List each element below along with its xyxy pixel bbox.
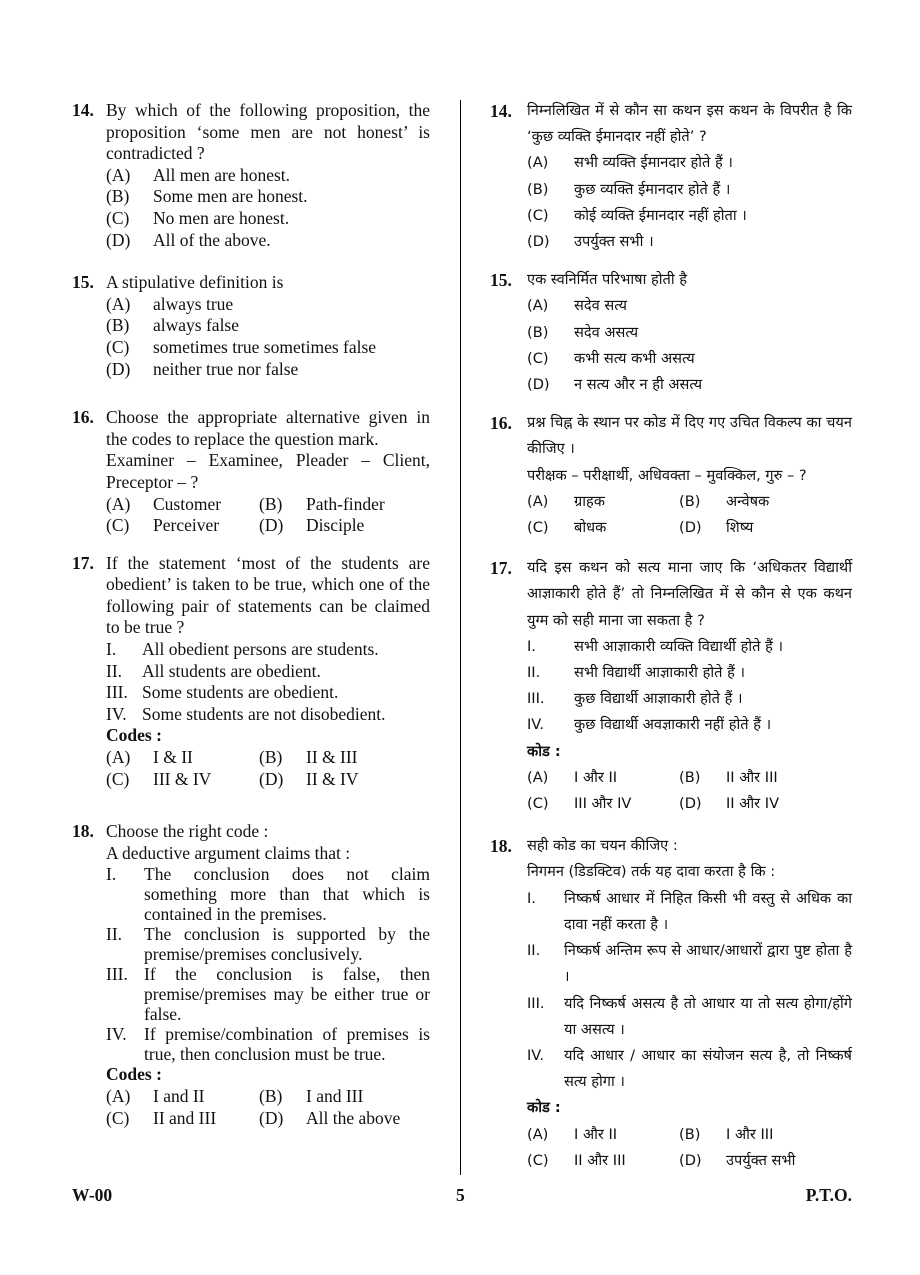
- question-16-hi: [490, 410, 852, 541]
- question-number: 15.: [490, 270, 512, 291]
- question-stem: प्रश्न चिह्न के स्थान पर कोड में दिए गए उचित विकल्प का चयन कीजिए ।: [527, 414, 852, 458]
- statement-ii: II. All students are obedient.: [106, 660, 321, 681]
- statement-iv: IV. Some students are not disobedient.: [106, 703, 386, 724]
- question-number: 15.: [72, 272, 94, 293]
- option-c: (C) Perceiver: [106, 515, 220, 536]
- english-column: [72, 98, 430, 1129]
- statement-iii: III. कुछ विद्यार्थी आज्ञाकारी होते हैं ।: [527, 690, 743, 708]
- option-c: (C) बोधक: [527, 519, 607, 537]
- statement-i: I. All obedient persons are students.: [106, 639, 379, 660]
- option-a: (A) All men are honest.: [106, 164, 291, 185]
- option-c: (C) कभी सत्य कभी असत्य: [527, 349, 695, 367]
- codes-label: Codes :: [106, 1064, 162, 1085]
- option-a: (A) always true: [106, 293, 234, 314]
- question-16-en: [72, 407, 430, 537]
- question-stem: Choose the right code :: [106, 821, 269, 842]
- option-d: (D) All the above: [259, 1107, 401, 1128]
- codes-label: कोड :: [527, 1099, 561, 1117]
- footer-code: W-00: [72, 1185, 113, 1205]
- option-b: (B) Path-finder: [259, 493, 385, 514]
- statement-i: I. निष्कर्ष आधार में निहित किसी भी वस्तु से अधिक का दावा नहीं करता है ।: [527, 889, 852, 933]
- statement-ii: II. निष्कर्ष अन्तिम रूप से आधार/आधारों द्वारा पुष्ट होता है ।: [527, 942, 852, 986]
- option-d: (D) II और IV: [679, 795, 780, 813]
- page-number: 5: [456, 1185, 465, 1205]
- question-number: 17.: [72, 552, 94, 573]
- codes-label: कोड :: [527, 742, 561, 760]
- option-b: (B) अन्वेषक: [679, 492, 770, 510]
- question-stem: निम्नलिखित में से कौन सा कथन इस कथन के विपरीत है कि ‘कुछ व्यक्ति ईमानदार नहीं होते’ ?: [527, 102, 852, 146]
- option-d: (D) II & IV: [259, 768, 359, 789]
- option-b: (B) always false: [106, 315, 240, 336]
- question-stem: If the statement ‘most of the students are obedient’ is taken to be true, which one of the following pair of statements can be claimed to be true ?: [106, 552, 430, 638]
- question-17-hi: [490, 555, 852, 817]
- question-number: 16.: [490, 413, 512, 434]
- question-stem: एक स्वनिर्मित परिभाषा होती है: [527, 271, 687, 289]
- question-number: 18.: [490, 836, 512, 857]
- statement-ii: II. सभी विद्यार्थी आज्ञाकारी होते हैं ।: [527, 664, 745, 682]
- option-c: (C) III और IV: [527, 795, 632, 813]
- column-divider: [460, 100, 461, 1175]
- option-d: (D) neither true nor false: [106, 358, 299, 379]
- option-d: (D) All of the above.: [106, 229, 271, 250]
- option-b: (B) II और III: [679, 768, 778, 786]
- question-number: 14.: [72, 100, 94, 120]
- option-c: (C) No men are honest.: [106, 207, 290, 228]
- option-b: (B) I and III: [259, 1086, 364, 1106]
- question-stem: Choose the appropriate alternative given in the codes to replace the question mark.: [106, 407, 430, 449]
- question-15-en: [72, 272, 430, 380]
- option-c: (C) II और III: [527, 1151, 626, 1169]
- question-18-hi: [490, 833, 852, 1174]
- option-b: (B) Some men are honest.: [106, 186, 308, 207]
- option-b: (B) II & III: [259, 747, 358, 768]
- option-b: (B) सदेव असत्य: [527, 323, 639, 341]
- question-sub-stem: परीक्षक – परीक्षार्थी, अधिवक्ता – मुवक्किल, गुरु – ?: [527, 466, 807, 484]
- question-sub-stem: निगमन (डिडक्टिव) तर्क यह दावा करता है कि :: [527, 863, 776, 881]
- option-a: (A) Customer: [106, 493, 222, 514]
- statement-iv: IV. कुछ विद्यार्थी अवज्ञाकारी नहीं होते हैं ।: [527, 716, 772, 734]
- option-a: (A) सदेव सत्य: [527, 297, 627, 315]
- statement-iii: III. यदि निष्कर्ष असत्य है तो आधार या तो सत्य होगा/होंगे या असत्य ।: [527, 994, 852, 1038]
- option-c: (C) sometimes true sometimes false: [106, 336, 377, 357]
- question-stem: सही कोड का चयन कीजिए :: [527, 837, 678, 855]
- statement-iv: IV. यदि आधार / आधार का संयोजन सत्य है, तो निष्कर्ष सत्य होगा ।: [527, 1046, 852, 1091]
- option-d: (D) Disciple: [259, 515, 365, 536]
- statement-ii: II. The conclusion is supported by the premise/premises conclusively.: [106, 924, 430, 965]
- statement-iii: III. Some students are obedient.: [106, 682, 339, 703]
- option-b: (B) I और III: [679, 1125, 774, 1143]
- option-a: (A) ग्राहक: [527, 492, 605, 510]
- option-a: (A) I और II: [527, 768, 618, 786]
- statement-iii: III. If the conclusion is false, then premise/premises may be either true or false.: [106, 964, 430, 1025]
- option-c: (C) III & IV: [106, 768, 212, 789]
- question-stem: A stipulative definition is: [106, 272, 284, 293]
- codes-label: Codes :: [106, 725, 162, 746]
- question-number: 16.: [72, 407, 94, 428]
- option-a: (A) I & II: [106, 747, 193, 768]
- option-d: (D) न सत्य और न ही असत्य: [527, 376, 703, 394]
- question-17-en: [72, 553, 430, 791]
- option-d: (D) शिष्य: [679, 519, 754, 537]
- option-a: (A) I and II: [106, 1086, 205, 1106]
- option-d: (D) उपर्युक्त सभी ।: [527, 233, 654, 251]
- option-c: (C) II and III: [106, 1107, 217, 1128]
- question-15-hi: [490, 267, 852, 398]
- question-sub-stem: Examiner – Examinee, Pleader – Client, Preceptor – ?: [106, 450, 430, 492]
- hindi-column: [490, 98, 852, 1174]
- option-b: (B) कुछ व्यक्ति ईमानदार होते हैं ।: [527, 180, 731, 198]
- question-number: 14.: [490, 101, 512, 121]
- option-d: (D) उपर्युक्त सभी: [679, 1151, 796, 1169]
- question-14-en: [72, 100, 430, 251]
- statement-i: I. सभी आज्ञाकारी व्यक्ति विद्यार्थी होते हैं ।: [527, 637, 784, 655]
- question-18-en: [72, 821, 430, 1129]
- question-stem: By which of the following proposition, the proposition ‘some men are not honest’ is contradicted ?: [106, 100, 430, 164]
- pto-label: P.T.O.: [805, 1185, 852, 1205]
- option-c: (C) कोई व्यक्ति ईमानदार नहीं होता ।: [527, 206, 747, 224]
- question-sub-stem: A deductive argument claims that :: [106, 842, 351, 863]
- question-number: 18.: [72, 821, 94, 842]
- question-stem: यदि इस कथन को सत्य माना जाए कि ‘अधिकतर विद्यार्थी आज्ञाकारी होते हैं’ तो निम्नलिखित में से कौन से एक कथन युग्म को सही माना जा सकता है ?: [527, 559, 852, 629]
- question-14-hi: [490, 98, 852, 255]
- statement-iv: IV. If premise/combination of premises is true, then conclusion must be true.: [106, 1024, 430, 1065]
- option-a: (A) सभी व्यक्ति ईमानदार होते हैं ।: [527, 154, 733, 172]
- statement-i: I. The conclusion does not claim something more than that which is contained in the premises.: [106, 864, 430, 925]
- question-number: 17.: [490, 558, 512, 579]
- option-a: (A) I और II: [527, 1125, 618, 1143]
